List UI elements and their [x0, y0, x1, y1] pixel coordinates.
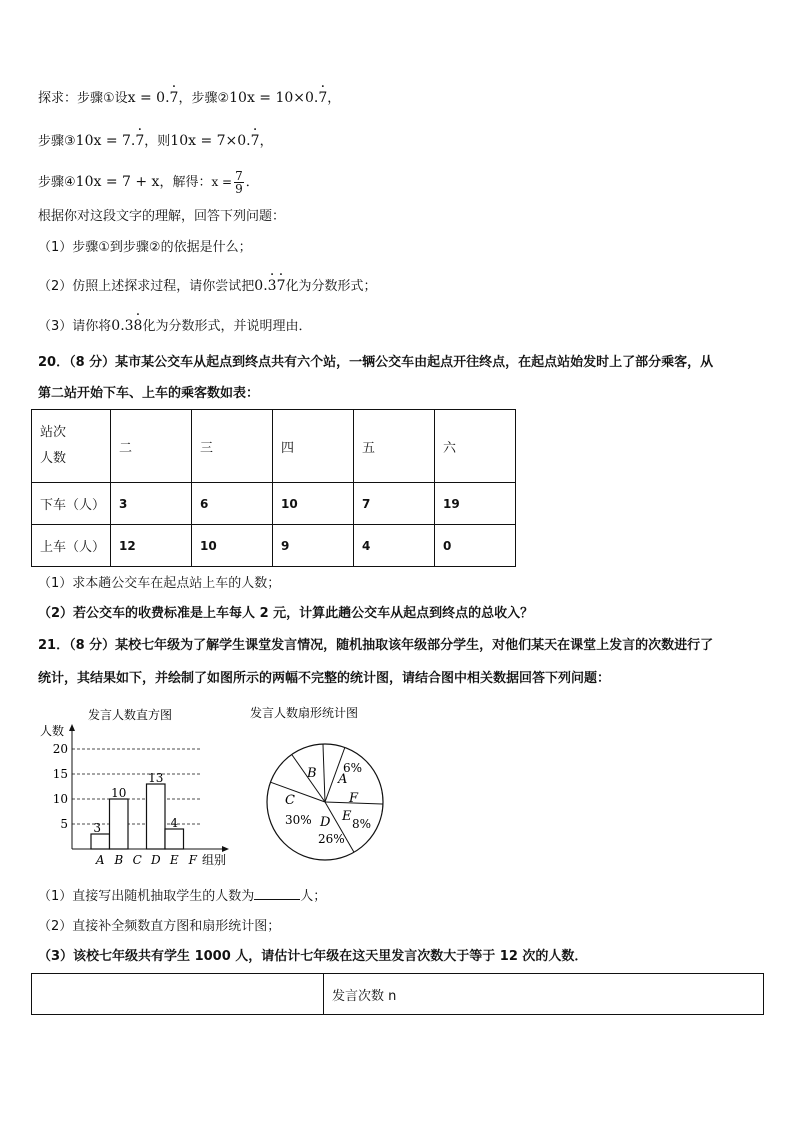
- x-tick-label: B: [114, 853, 124, 867]
- question-19-3: （3）请你将0.3· 8化为分数形式，并说明理由．: [38, 316, 311, 337]
- row-label: 下车（人）: [32, 483, 111, 525]
- histogram-bar: [165, 829, 184, 849]
- pie-percent-label: 30%: [285, 813, 312, 827]
- math-expr: 10x = 7 + x: [75, 174, 160, 190]
- histogram-bar: [147, 784, 166, 849]
- instruction-line: 根据你对这段文字的理解，回答下列问题：: [38, 209, 286, 224]
- problem-21-title-cont: 统计，其结果如下，并绘制了如图所示的两幅不完整的统计图，请结合图中相关数据回答下列问题：: [38, 671, 611, 686]
- header-corner-cell: 站次 人数: [32, 410, 111, 483]
- step-1-2-line: [38, 88, 340, 109]
- step-3-line: [38, 131, 273, 152]
- table-cell: 发言次数 n: [324, 974, 764, 1015]
- station-cell: 二: [111, 410, 192, 483]
- step-text: ，则: [144, 134, 171, 149]
- math-expr: x =: [211, 175, 233, 189]
- table-cell: 6: [192, 483, 273, 525]
- pie-slice-label: E: [342, 809, 352, 824]
- fraction: $\frac{7}{9}$: [235, 169, 243, 196]
- x-tick-label: F: [188, 853, 197, 867]
- y-tick-label: 20: [52, 742, 68, 756]
- passenger-table: [31, 409, 516, 567]
- x-tick-label: C: [132, 853, 142, 867]
- table-row: [32, 974, 764, 1015]
- bar-value-label: 10: [111, 786, 127, 800]
- question-20-2: （2）若公交车的收费标准是上车每人 2 元，计算此趟公交车从起点到终点的总收入？: [38, 606, 534, 621]
- histogram-chart: [30, 700, 240, 875]
- problem-20-title-cont: 第二站开始下车、上车的乘客数如表：: [38, 386, 260, 401]
- step-text: 步骤③: [38, 134, 76, 149]
- histogram-bar: [91, 834, 110, 849]
- pie-slice-label: B: [307, 766, 317, 781]
- table-cell: [32, 974, 324, 1015]
- station-cell: 五: [354, 410, 435, 483]
- y-tick-label: 5: [60, 817, 68, 831]
- problem-20-title: 20．（8 分）某市某公交车从起点到终点共有六个站，一辆公交车由起点开往终点，在起点站始发时上了部分乘客，从: [38, 355, 714, 370]
- table-cell: 9: [273, 525, 354, 567]
- step-text: ，: [259, 134, 273, 149]
- math-expr: 0.· 3· 7: [254, 278, 285, 294]
- bar-value-label: 3: [93, 821, 102, 835]
- math-expr: 10x = 10×0.· 7: [229, 90, 327, 106]
- bar-value-label: 13: [148, 771, 164, 785]
- station-cell: 四: [273, 410, 354, 483]
- step-text: ，解得：: [159, 175, 212, 190]
- station-cell: 三: [192, 410, 273, 483]
- math-expr: 0.3· 8: [111, 318, 142, 334]
- table-row: [32, 483, 516, 525]
- table-cell: 7: [354, 483, 435, 525]
- step-text: 步骤④: [38, 175, 76, 190]
- question-21-1: （1）直接写出随机抽取学生的人数为 人；: [38, 889, 327, 904]
- step-text: ，步骤②: [178, 91, 230, 106]
- station-cell: 六: [435, 410, 516, 483]
- question-19-2: （2）仿照上述探求过程，请你尝试把0.· 3· 7化为分数形式；: [38, 276, 377, 297]
- pie-slice-label: A: [338, 772, 348, 787]
- table-row: [32, 525, 516, 567]
- row-label: 上车（人）: [32, 525, 111, 567]
- chart-title: 发言人数直方图: [88, 708, 173, 722]
- pie-percent-label: 8%: [352, 817, 372, 831]
- x-tick-label: D: [150, 853, 161, 867]
- pie-percent-label: 6%: [343, 761, 363, 775]
- table-cell: 4: [354, 525, 435, 567]
- y-tick-label: 10: [52, 792, 68, 806]
- y-tick-label: 15: [52, 767, 68, 781]
- pie-slice-label: F: [349, 791, 359, 806]
- problem-21-title: 21．（8 分）某校七年级为了解学生课堂发言情况，随机抽取该年级部分学生，对他们某天在课堂上发言的次数进行了: [38, 638, 714, 653]
- x-axis-arrow: [222, 846, 229, 852]
- step-4-line: [38, 170, 259, 195]
- step-text: ，: [327, 91, 341, 106]
- table-cell: 10: [273, 483, 354, 525]
- table-cell: 12: [111, 525, 192, 567]
- pie-slice-label: D: [320, 815, 331, 830]
- table-cell: 3: [111, 483, 192, 525]
- x-tick-label: E: [169, 853, 179, 867]
- bar-value-label: 4: [170, 816, 179, 830]
- chart-title: 发言人数扇形统计图: [250, 706, 359, 720]
- answer-blank[interactable]: [254, 887, 300, 900]
- question-21-2: （2）直接补全频数直方图和扇形统计图；: [38, 919, 281, 934]
- pie-slice-label: C: [285, 793, 295, 808]
- question-21-3: （3）该校七年级共有学生 1000 人，请估计七年级在这天里发言次数大于等于 12 次的人数．: [38, 949, 588, 964]
- table-cell: 0: [435, 525, 516, 567]
- pie-percent-label: 26%: [318, 832, 345, 846]
- math-expr: x = 0.· 7: [128, 90, 179, 106]
- table-header-row: [32, 410, 516, 483]
- step-text: 探求：步骤①设: [38, 91, 128, 106]
- histogram-bar: [110, 799, 129, 849]
- y-axis-arrow: [69, 724, 75, 731]
- pie-chart: [240, 700, 440, 875]
- table-cell: 19: [435, 483, 516, 525]
- y-axis-label: 人数: [40, 724, 65, 738]
- question-19-1: （1）步骤①到步骤②的依据是什么；: [38, 240, 252, 255]
- math-expr: 10x = 7×0.· 7: [170, 133, 259, 149]
- question-20-1: （1）求本趟公交车在起点站上车的人数；: [38, 576, 281, 591]
- table-cell: 10: [192, 525, 273, 567]
- x-axis-label: 组别: [202, 853, 227, 867]
- frequency-table: [31, 973, 764, 1015]
- math-expr: 10x = 7.· 7: [76, 133, 145, 149]
- x-tick-label: A: [95, 853, 105, 867]
- step-text: ．: [245, 175, 259, 190]
